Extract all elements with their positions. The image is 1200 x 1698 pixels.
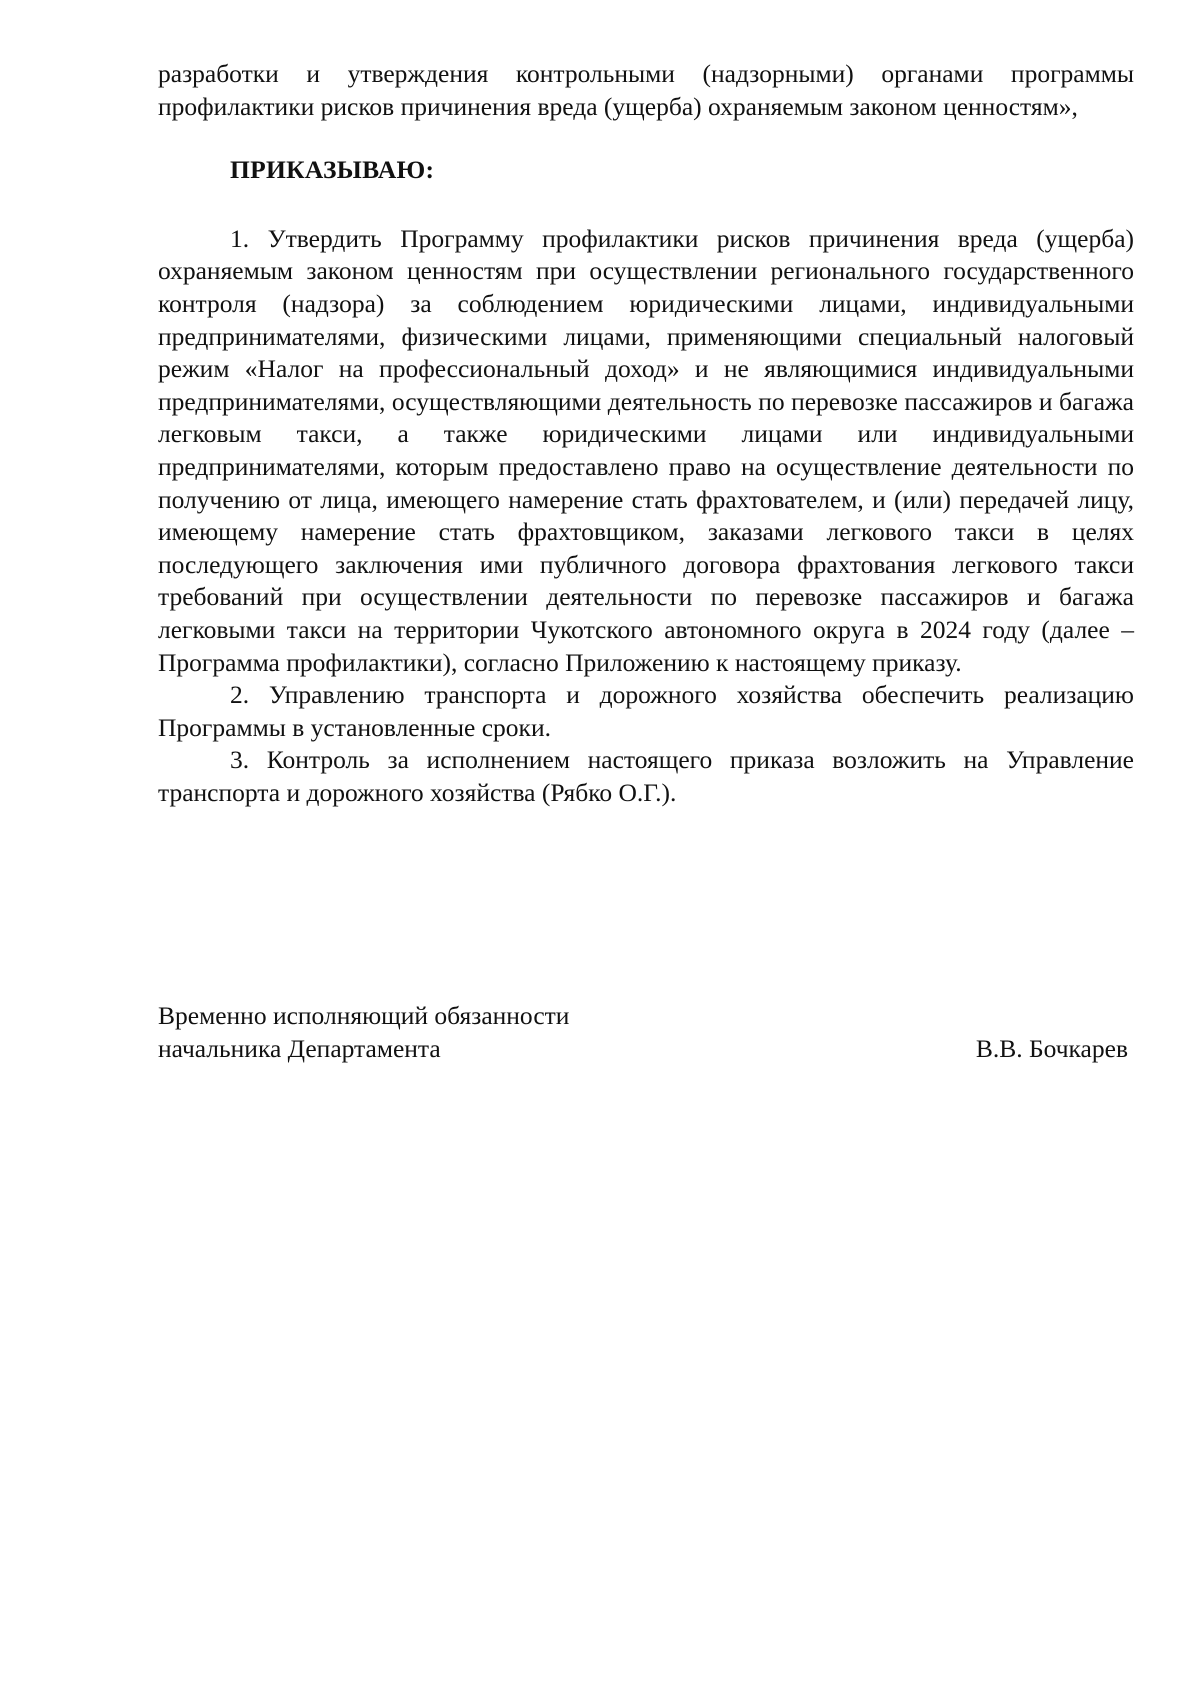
signatory-position-line-1: Временно исполняющий обязанности	[158, 1001, 570, 1030]
signatory-position-line-2: начальника Департамента	[158, 1033, 441, 1063]
signature-line-2	[158, 1033, 1128, 1066]
order-heading: ПРИКАЗЫВАЮ:	[230, 155, 435, 185]
order-item-2: 2. Управлению транспорта и дорожного хозяйства обеспечить реализацию Программы в установленные сроки.	[158, 680, 1134, 742]
document-body	[158, 58, 1134, 809]
signatory-name: В.В. Бочкарев	[975, 1033, 1128, 1063]
order-item-3: 3. Контроль за исполнением настоящего приказа возложить на Управление транспорта и дорожного хозяйства (Рябко О.Г.).	[158, 745, 1134, 807]
intro-paragraph: разработки и утверждения контрольными (надзорными) органами программы профилактики рисков причинения вреда (ущерба) охраняемым законом ценностям»,	[158, 59, 1134, 121]
signature-line-1	[158, 1000, 1128, 1033]
order-item-1: 1. Утвердить Программу профилактики рисков причинения вреда (ущерба) охраняемым законом ценностям при осуществлении регионального государственного контроля (надзора) за соблюдением юридическими лицами, индивидуальными предпринимателями, физическими лицами, применяющими специальный налоговый режим «Налог на профессиональный доход» и не являющимися индивидуальными предпринимателями, осуществляющими деятельность по перевозке пассажиров и багажа легковым такси, а также юридическими лицами или индивидуальными предпринимателями, которым предоставлено право на осуществление деятельности по получению от лица, имеющего намерение стать фрахтователем, и (или) передачей лицу, имеющему намерение стать фрахтовщиком, заказами легкового такси в целях последующего заключения ими публичного договора фрахтования легкового такси требований при осуществлении деятельности по перевозке пассажиров и багажа легковыми такси на территории Чукотского автономного округа в 2024 году (далее – Программа профилактики), согласно Приложению к настоящему приказу.	[158, 223, 1134, 677]
signature-block	[158, 1000, 1128, 1065]
